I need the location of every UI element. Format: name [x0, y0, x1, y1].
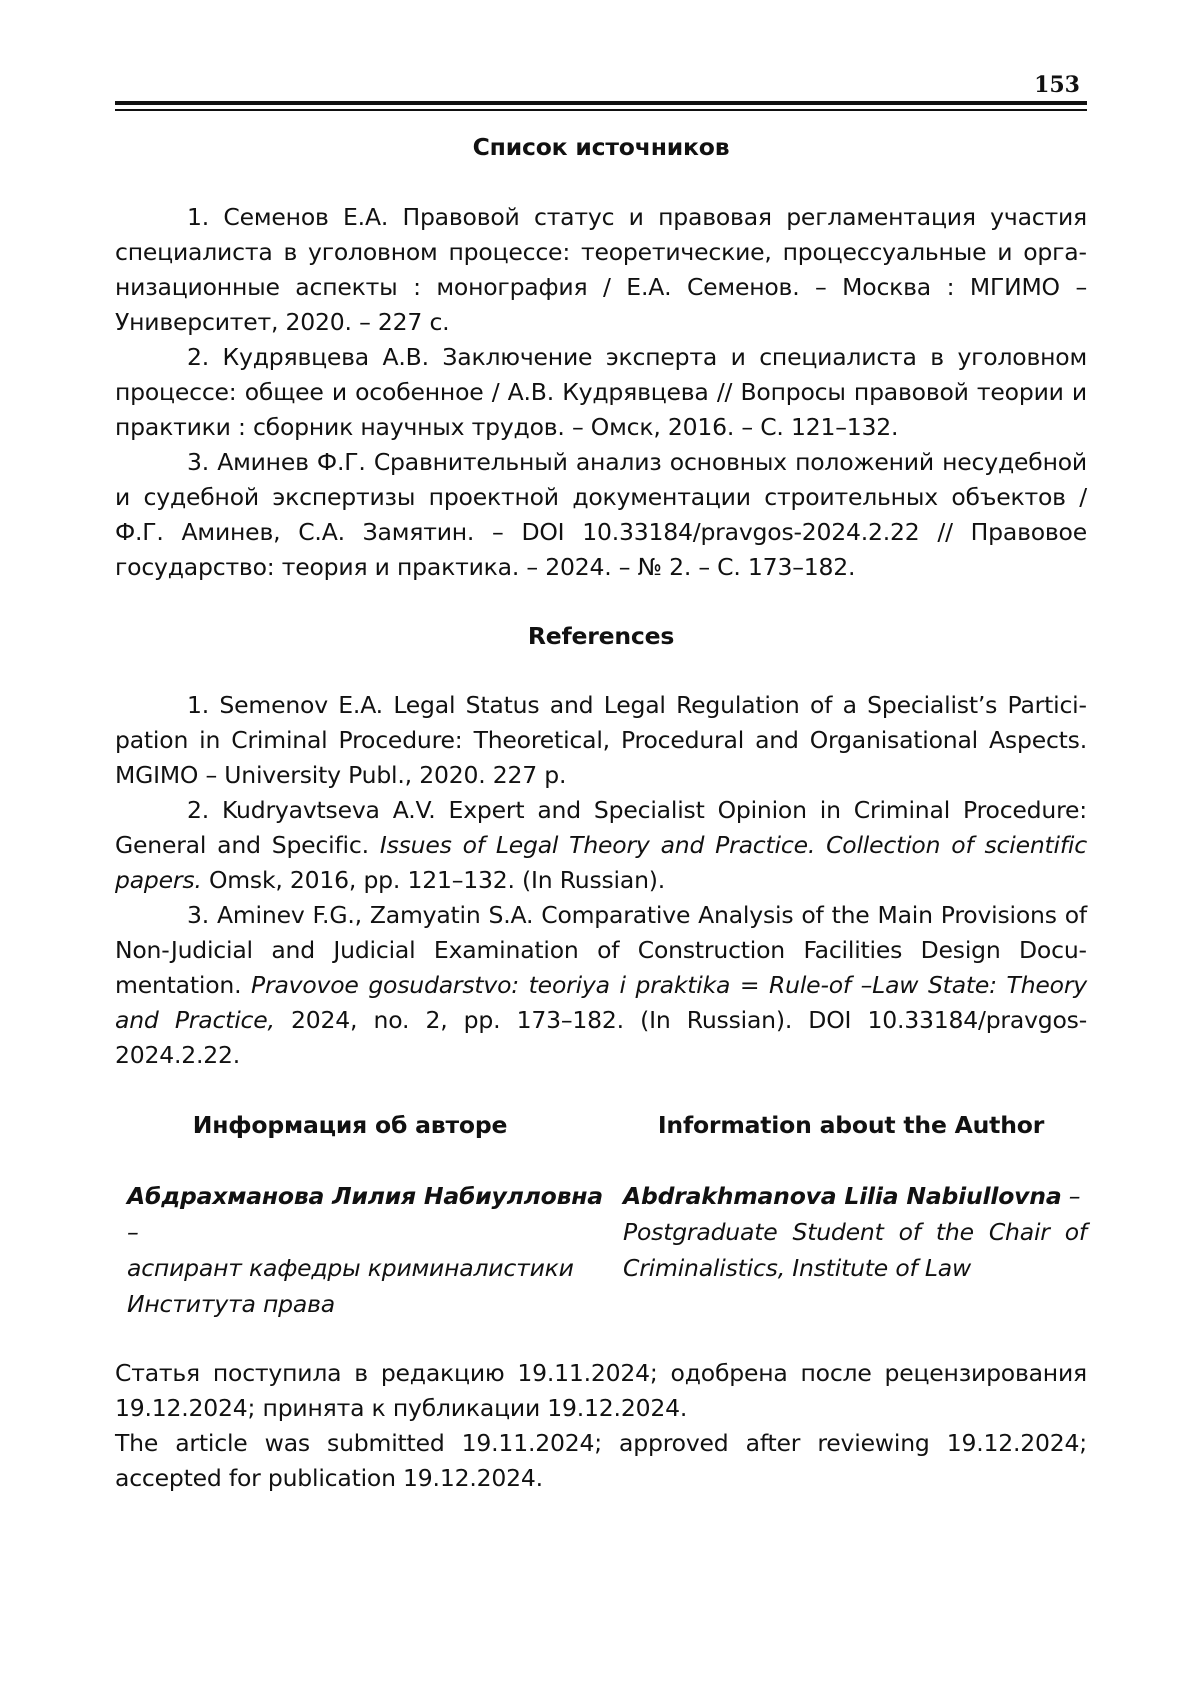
reference-item-3-text: 3. Aminev F.G., Zamyatin S.A. Comparative Analysis of the Main Provisions of Non-Judicial and Judicial Examination of Construction Facilities Design Documentation.: [115, 901, 1087, 999]
article-dates: [115, 1356, 1087, 1496]
source-item-2: 2. Кудрявцева А.В. Заключение эксперта и специалиста в уголовном процессе: общее и особенное / А.В. Кудрявцева // Вопросы правовой теории и практики : сборник научных трудов. – Омск, 2016. – С. 121–132.: [115, 343, 1087, 441]
page-content: [115, 130, 1087, 1496]
author-info-ru: [115, 1108, 615, 1322]
sources-heading: Список источников: [472, 133, 730, 161]
references-list: [115, 688, 1087, 1073]
reference-item-2: [115, 793, 1087, 898]
author-info-en: [615, 1108, 1087, 1322]
references-heading: References: [527, 622, 675, 650]
header-rule-thin: [115, 109, 1087, 111]
reference-item-1-text: 1. Semenov E.A. Legal Status and Legal Regulation of a Specialist’s Participation in Criminal Procedure: Theoretical, Procedural and Organisational Aspects. MGIMO – University Publ., 2020. 227 p.: [115, 691, 1087, 789]
reference-item-3-details: 2024, no. 2, pp. 173–182. (In Russian). DOI 10.33184/pravgos-2024.2.22.: [115, 1006, 1088, 1069]
author-dash-ru: –: [127, 1218, 139, 1246]
sources-list: [115, 200, 1087, 585]
author-name-en: Abdrakhmanova Lilia Nabiullovna: [623, 1182, 1062, 1210]
reference-item-3: [115, 898, 1087, 1073]
article-dates-en: The article was submitted 19.11.2024; approved after reviewing 19.12.2024; accepted for publication 19.12.2024.: [115, 1429, 1087, 1492]
header-rule-thick: [115, 101, 1087, 105]
author-details-en: [615, 1178, 1087, 1286]
reference-item-2-source: Issues of Legal Theory and Practice. Collection of scientific papers.: [115, 831, 1087, 894]
author-heading-ru: Информация об авторе: [192, 1111, 508, 1139]
author-position-en: Postgraduate Student of the Chair of Criminalistics, Institute of Law: [623, 1218, 1087, 1282]
reference-item-1: [115, 688, 1087, 793]
author-details-ru: [115, 1178, 615, 1322]
source-item-1: 1. Семенов Е.А. Правовой статус и правовая регламентация участия специалиста в уголовном процессе: теоретические, процессуальные и организационные аспекты : монография / Е.А. Семенов. – Москва : МГИМО – Университет, 2020. – 227 с.: [115, 203, 1087, 336]
reference-item-2-details: Omsk, 2016, pp. 121–132. (In Russian).: [201, 866, 666, 894]
author-name-ru: Абдрахманова Лилия Набиулловна: [127, 1182, 603, 1210]
reference-item-2-text: 2. Kudryavtseva A.V. Expert and Specialist Opinion in Criminal Procedure: General and Specific.: [115, 796, 1087, 859]
page-number: 153: [1034, 72, 1080, 98]
author-info: [115, 1108, 1087, 1322]
author-dash-en: –: [1061, 1182, 1081, 1210]
article-dates-ru: Статья поступила в редакцию 19.11.2024; одобрена после рецензирования 19.12.2024; принята к публикации 19.12.2024.: [115, 1359, 1087, 1422]
reference-item-3-source: Pravovoe gosudarstvo: teoriya i praktika = Rule-of –Law State: Theory and Practice,: [115, 971, 1087, 1034]
author-heading-en: Information about the Author: [657, 1111, 1045, 1139]
source-item-3: 3. Аминев Ф.Г. Сравнительный анализ основных положений несудебной и судебной экспертизы проектной документации строительных объектов / Ф.Г. Аминев, С.А. Замятин. – DOI 10.33184/pravgos-2024.2.22 // Правовое государство: теория и практика. – 2024. – № 2. – С. 173–182.: [115, 448, 1087, 581]
author-position-ru: аспирант кафедры криминалистики Института права: [127, 1254, 574, 1318]
